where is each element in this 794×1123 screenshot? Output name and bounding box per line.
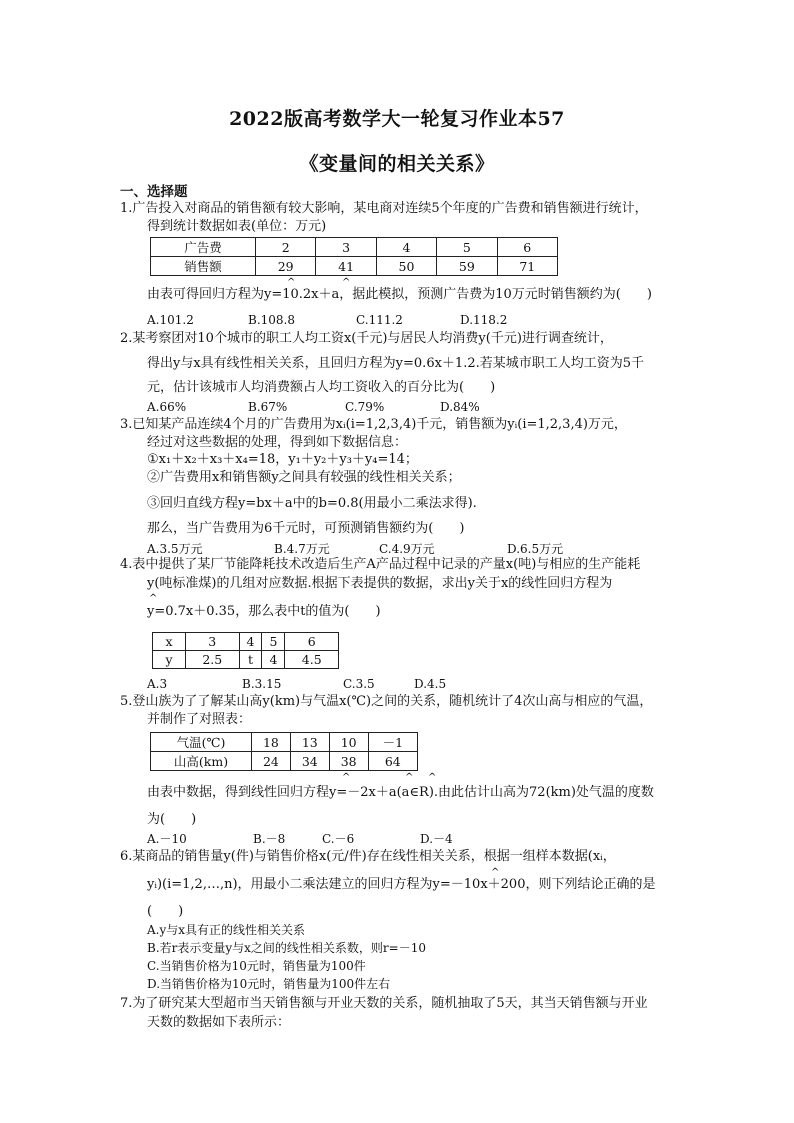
option-c: C.111.2 <box>356 313 403 327</box>
option-d: D.4.5 <box>414 677 447 691</box>
table-cell: 气温(℃) <box>151 733 252 752</box>
option-c: C.79% <box>345 400 385 414</box>
table-cell: 4 <box>239 633 262 651</box>
table-row <box>151 257 558 276</box>
hat-mark: ^ <box>149 593 158 604</box>
q5-line3: 由表中数据，得到线性回归方程y=－2x＋a(a∈R).由此估计山高为72(km)处气温的度数 <box>147 785 654 800</box>
q3-line4: ②广告费用x和销售额y之间具有较强的线性相关关系； <box>147 470 461 485</box>
table-cell: 10 <box>329 733 368 752</box>
q6-option-c: C.当销售价格为10元时，销售量为100件 <box>147 959 366 973</box>
table-row <box>153 633 339 651</box>
table-cell: 4 <box>262 651 285 669</box>
q6-option-b: B.若r表示变量y与x之间的线性相关系数，则r=－10 <box>147 941 426 955</box>
q7-line2: 天数的数据如下表所示： <box>147 1015 291 1030</box>
q3-line3: ①x₁＋x₂＋x₃＋x₄=18，y₁＋y₂＋y₃＋y₄=14； <box>147 452 418 467</box>
q1-line1: 1.广告投入对商品的销售额有较大影响，某电商对连续5个年度的广告费和销售额进行统计， <box>120 201 648 216</box>
option-b: B.－8 <box>253 832 286 846</box>
table-cell: 销售额 <box>151 257 256 276</box>
q7-line1: 7.为了研究某大型超市当天销售额与开业天数的关系，随机抽取了5天，其当天销售额与开业 <box>120 996 648 1011</box>
table-cell: 3 <box>316 238 376 257</box>
table-cell: 5 <box>262 633 285 651</box>
option-d: D.6.5万元 <box>507 542 564 556</box>
table-cell: －1 <box>368 733 417 752</box>
table-cell: 29 <box>256 257 316 276</box>
document-subtitle: 《变量间的相关关系》 <box>299 153 495 175</box>
option-d: D.118.2 <box>460 313 508 327</box>
table-cell: 6 <box>285 633 339 651</box>
q2-line1: 2.某考察团对10个城市的职工人均工资x(千元)与居民人均消费y(千元)进行调查统计， <box>120 331 613 346</box>
q4-line2: y(吨标准煤)的几组对应数据.根据下表提供的数据，求出y关于x的线性回归方程为 <box>147 576 613 591</box>
table-cell: 4 <box>376 238 436 257</box>
table-cell: 18 <box>252 733 291 752</box>
hat-mark: ^ <box>342 277 351 288</box>
table-row <box>151 733 418 752</box>
table-cell: 2.5 <box>186 651 240 669</box>
option-c: C.4.9万元 <box>379 542 435 556</box>
table-cell: 64 <box>368 752 417 771</box>
q1-line3: 由表可得回归方程为y=10.2x＋a，据此模拟，预测广告费为10万元时销售额约为( ) <box>147 287 652 302</box>
q4-line3: y=0.7x＋0.35，那么表中t的值为( ) <box>147 604 381 619</box>
option-d: D.－4 <box>420 832 453 846</box>
hat-mark: ^ <box>405 772 414 783</box>
q5-line4: 为( ) <box>147 812 197 827</box>
q4-data-table <box>152 632 339 669</box>
q2-line2: 得出y与x具有线性相关关系，且回归方程为y=0.6x＋1.2.若某城市职工人均工资为5千 <box>147 356 644 371</box>
q3-line5: ③回归直线方程y=bx＋a中的b=0.8(用最小二乘法求得). <box>147 496 477 511</box>
q5-line1: 5.登山族为了了解某山高y(km)与气温x(℃)之间的关系，随机统计了4次山高与相应的气温， <box>120 694 653 709</box>
table-cell: 38 <box>329 752 368 771</box>
option-b: B.4.7万元 <box>274 542 330 556</box>
option-c: C.－6 <box>322 832 355 846</box>
q2-line3: 元，估计该城市人均消费额占人均工资收入的百分比为( ) <box>147 380 496 395</box>
table-cell: 50 <box>376 257 436 276</box>
option-d: D.84% <box>440 400 480 414</box>
table-cell: t <box>239 651 262 669</box>
table-cell: 3 <box>186 633 240 651</box>
option-b: B.108.8 <box>248 313 295 327</box>
table-cell: 24 <box>252 752 291 771</box>
table-cell: 山高(km) <box>151 752 252 771</box>
table-cell: 广告费 <box>151 238 256 257</box>
table-cell: 13 <box>290 733 329 752</box>
option-a: A.3 <box>147 677 168 691</box>
table-cell: 71 <box>497 257 557 276</box>
table-cell: 59 <box>437 257 497 276</box>
table-cell: 41 <box>316 257 376 276</box>
hat-mark: ^ <box>287 277 296 288</box>
document-title: 2022版高考数学大一轮复习作业本57 <box>229 108 565 130</box>
hat-mark: ^ <box>491 867 500 878</box>
q5-line2: 并制作了对照表： <box>147 712 252 727</box>
table-cell: y <box>153 651 186 669</box>
q1-data-table <box>150 237 558 276</box>
table-row <box>151 238 558 257</box>
q3-line6: 那么，当广告费用为6千元时，可预测销售额约为( ) <box>147 521 465 536</box>
hat-mark: ^ <box>342 772 351 783</box>
table-cell: 5 <box>437 238 497 257</box>
option-a: A.3.5万元 <box>147 542 203 556</box>
q6-option-d: D.当销售价格为10元时，销售量为100件左右 <box>147 977 391 991</box>
option-b: B.67% <box>248 400 288 414</box>
section-heading: 一、选择题 <box>120 184 188 200</box>
table-cell: 34 <box>290 752 329 771</box>
q6-line2: yᵢ)(i=1,2,…,n)，用最小二乘法建立的回归方程为y=－10x＋200，则下列结论正确的是 <box>147 877 656 892</box>
q6-option-a: A.y与x具有正的线性相关关系 <box>147 923 306 937</box>
q1-line2: 得到统计数据如表(单位：万元) <box>147 219 327 234</box>
table-cell: 2 <box>256 238 316 257</box>
table-cell: 6 <box>497 238 557 257</box>
option-a: A.－10 <box>147 832 187 846</box>
option-b: B.3.15 <box>242 677 282 691</box>
option-a: A.101.2 <box>147 313 194 327</box>
q6-line1: 6.某商品的销售量y(件)与销售价格x(元/件)存在线性相关关系，根据一组样本数据(xᵢ， <box>120 849 616 864</box>
q3-line2: 经过对这些数据的处理，得到如下数据信息： <box>147 435 408 450</box>
option-c: C.3.5 <box>343 677 375 691</box>
hat-mark: ^ <box>428 772 437 783</box>
table-cell: x <box>153 633 186 651</box>
table-cell: 4.5 <box>285 651 339 669</box>
table-row <box>151 752 418 771</box>
q5-data-table <box>150 732 418 771</box>
q6-line3: ( ) <box>147 904 184 919</box>
q4-line1: 4.表中提供了某厂节能降耗技术改造后生产A产品过程中记录的产量x(吨)与相应的生产能耗 <box>120 557 641 572</box>
option-a: A.66% <box>147 400 187 414</box>
q3-line1: 3.已知某产品连续4个月的广告费用为xᵢ(i=1,2,3,4)千元，销售额为yᵢ(i=1,2,3,4)万元， <box>120 417 627 432</box>
table-row <box>153 651 339 669</box>
